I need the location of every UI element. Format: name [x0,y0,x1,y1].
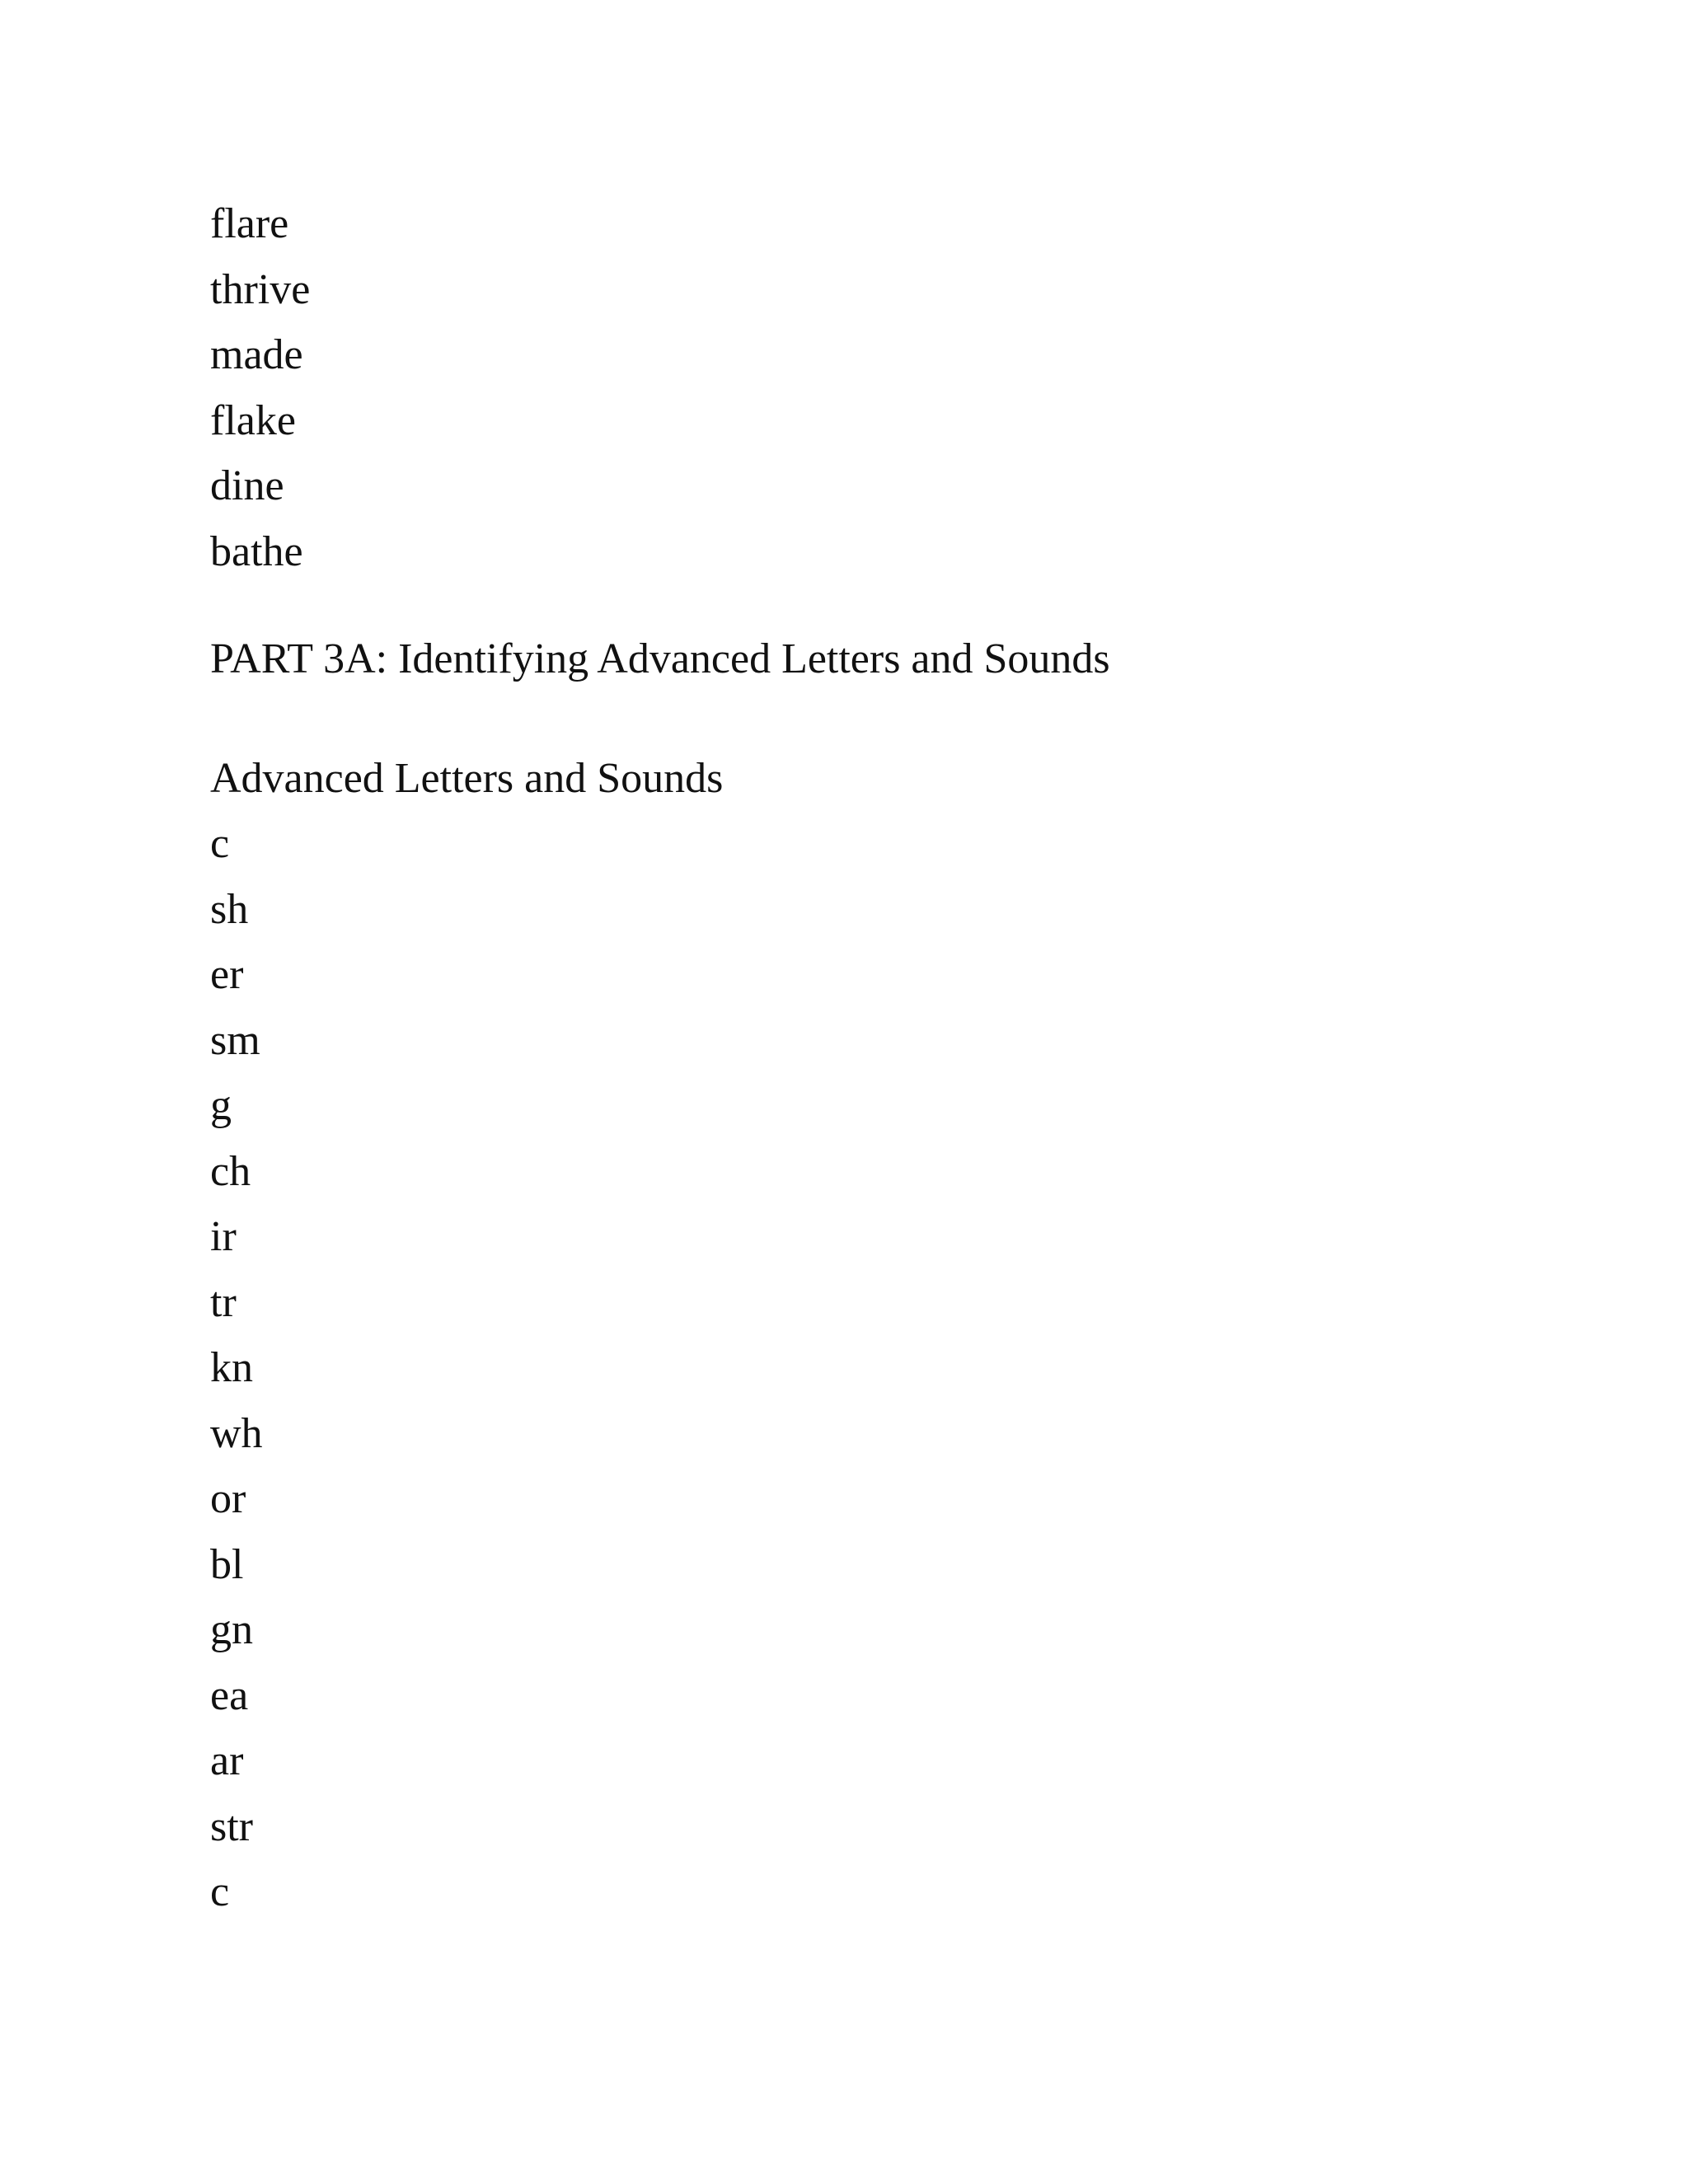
sound-item: kn [210,1344,253,1391]
sound-item: ch [210,1147,251,1195]
sound-item: g [210,1082,232,1129]
sound-item: bl [210,1540,244,1588]
part-heading: PART 3A: Identifying Advanced Letters and Sounds [210,635,1110,682]
sound-item: gn [210,1606,253,1653]
sound-item: sm [210,1016,260,1064]
sound-item: c [210,1868,230,1915]
sound-item: ea [210,1671,249,1719]
sound-item: sh [210,885,249,933]
section-title: Advanced Letters and Sounds [210,755,724,802]
word-list [210,198,1529,591]
document-page [210,198,1529,1932]
sound-item: ar [210,1737,244,1784]
sound-item: or [210,1475,246,1522]
word-item: flake [210,396,296,444]
sound-item: ir [210,1213,237,1260]
word-item: bathe [210,527,303,575]
word-item: flare [210,200,289,247]
sound-item: er [210,951,244,998]
word-item: thrive [210,265,311,313]
sound-item: str [210,1802,253,1850]
word-item: made [210,331,303,378]
sound-list [210,818,1529,1932]
sound-item: wh [210,1409,263,1457]
sound-item: tr [210,1278,237,1326]
sound-item: c [210,820,230,867]
word-item: dine [210,462,284,509]
